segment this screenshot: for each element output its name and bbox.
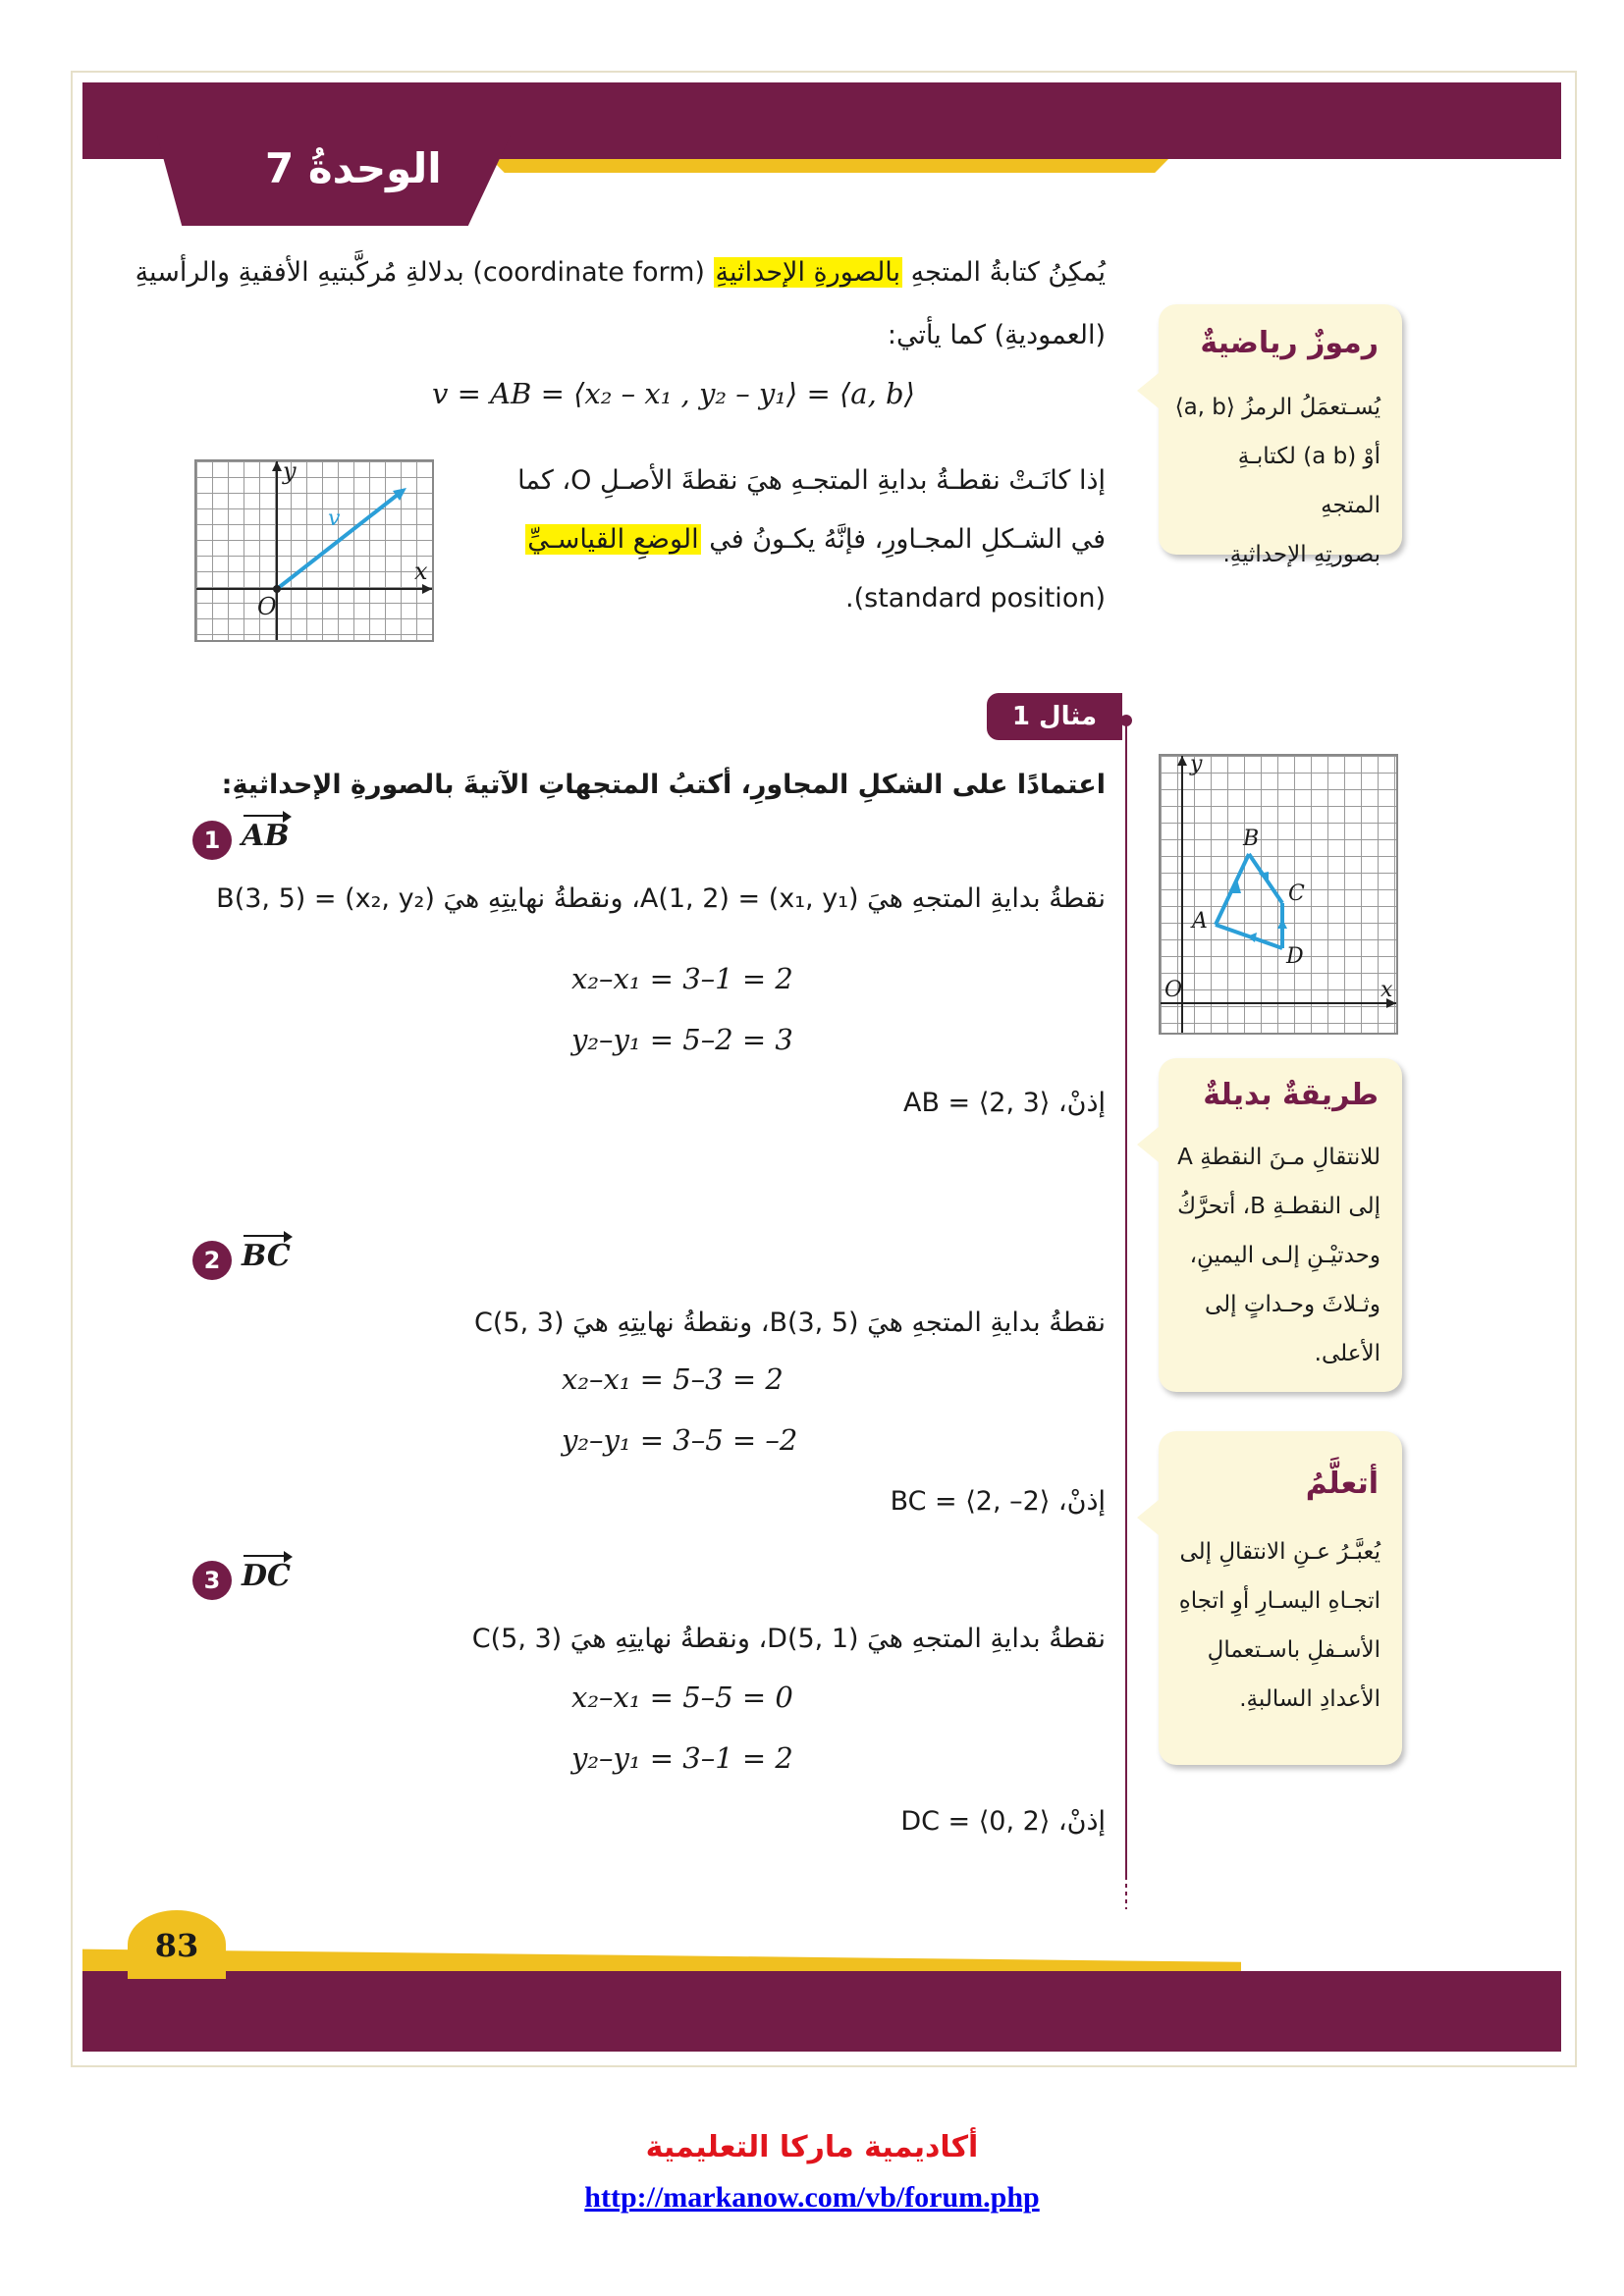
alternative-method-text	[1174, 1133, 1380, 1378]
standard-position-graph	[194, 459, 434, 642]
unit-title: الوحدةُ 7	[265, 144, 442, 192]
alt-line-1: للانتقالِ مـنَ النقطةِ A	[1177, 1145, 1380, 1170]
graph2-origin-label: O	[1164, 978, 1183, 1002]
graph1-svg	[196, 461, 432, 640]
footer-bar	[82, 1971, 1561, 2052]
learn-line-2: اتجـاهِ اليسـارِ أوِ اتجاهِ	[1178, 1588, 1380, 1614]
highlight-standard-position: الوضعِ القياسـيِّ	[527, 524, 699, 555]
forum-link[interactable]: http://markanow.com/vb/forum.php	[584, 2181, 1040, 2214]
intro-text-b: (coordinate form) بدلالةِ مُركَّبتيهِ الأفقيةِ والرأسيةِ	[135, 257, 714, 288]
header-accent-line	[491, 159, 1168, 173]
graph2-svg	[1161, 756, 1396, 1033]
alternative-method-box	[1159, 1058, 1402, 1392]
intro-line-1	[135, 253, 1106, 293]
intro-text-a: يُمكِنُ كتابةُ المتجهِ	[902, 257, 1106, 288]
part-3-number: 3	[192, 1561, 232, 1600]
part-2-calc-y: y₂–y₁ = 3–5 = –2	[562, 1423, 798, 1457]
alt-line-2: إلى النقطـةِ B، أتحرَّكُ	[1177, 1194, 1380, 1219]
std-text: في الشـكلِ المجـاورِ، فإنَّهُ يكـونُ في	[700, 524, 1106, 555]
graph1-v-label: v	[328, 507, 341, 531]
part-2-calc-x: x₂–x₁ = 5–3 = 2	[562, 1362, 784, 1396]
vector-formula: v = AB = ⟨x₂ – x₁ , y₂ – y₁⟩ = ⟨a, b⟩	[432, 377, 915, 410]
learn-text	[1174, 1527, 1380, 1724]
graph1-x-label: x	[414, 558, 428, 585]
part-1-label	[242, 819, 290, 853]
part-1-calc-x: x₂–x₁ = 3–1 = 2	[571, 962, 793, 995]
math-symbols-line-2: أوْ (a b) لكتابـةِ المتجهِ	[1237, 444, 1380, 518]
intro-line-2: (العموديةِ) كما يأتي:	[887, 320, 1106, 350]
graph1-origin-label: O	[257, 593, 277, 620]
math-symbols-line-1: يُسـتعمَلُ الرمزُ ⟨a, b⟩	[1174, 395, 1380, 420]
part-3-result: إذنْ، DC = ⟨0, 2⟩	[900, 1806, 1106, 1837]
example-divider-line	[1125, 721, 1127, 1880]
part-2-label	[242, 1239, 291, 1273]
learn-line-3: الأسـفلِ باسـتعمالِ	[1207, 1637, 1380, 1663]
point-d-label: D	[1286, 944, 1304, 969]
math-symbols-title: رموزٌ رياضيةٌ	[1200, 326, 1379, 360]
math-symbols-box	[1159, 304, 1402, 567]
part-2-number: 2	[192, 1241, 232, 1280]
std-line-2	[525, 520, 1106, 560]
graph1-y-label: y	[283, 457, 297, 485]
part-1-vector: AB	[242, 819, 290, 853]
academy-name: أكاديمية ماركا التعليمية	[645, 2130, 979, 2164]
std-line-1: إذا كانَـتْ نقطـةُ بدايةِ المتجـهِ هيَ نقطةَ الأصـلِ O، كما	[517, 465, 1106, 496]
math-symbols-text	[1174, 383, 1380, 579]
part-1-result: إذنْ، AB = ⟨2, 3⟩	[902, 1088, 1106, 1118]
point-c-label: C	[1288, 881, 1305, 906]
part-1-line: نقطةُ بدايةِ المتجهِ هيَ A(1, 2) = (x₁, y₁)، ونقطةُ نهايتِهِ هيَ B(3, 5) = (x₂, y₂)	[216, 883, 1106, 914]
part-3-calc-x: x₂–x₁ = 5–5 = 0	[571, 1681, 793, 1714]
alt-line-5: الأعلى.	[1314, 1341, 1380, 1366]
alt-line-4: وثـلاثَ وحـداتٍ إلى	[1205, 1292, 1380, 1317]
part-3-calc-y: y₂–y₁ = 3–1 = 2	[571, 1741, 793, 1775]
alternative-method-title: طريقةٌ بديلةٌ	[1203, 1078, 1379, 1112]
example-divider-dashes	[1125, 1860, 1127, 1909]
point-a-label: A	[1192, 909, 1208, 934]
part-2-vector: BC	[242, 1239, 291, 1273]
alt-line-3: وحدتيْـنِ إلـى اليمينِ،	[1189, 1243, 1380, 1268]
vector-v	[277, 491, 403, 589]
learn-line-1: يُعبَّـرُ عـنِ الانتقالِ إلى	[1179, 1539, 1380, 1565]
learn-line-4: الأعدادِ السالبةِ.	[1239, 1686, 1380, 1712]
part-3-vector: DC	[242, 1559, 291, 1593]
vector-ab	[1216, 854, 1249, 925]
part-3-label	[242, 1559, 291, 1593]
example-tag: مثال 1	[987, 693, 1122, 740]
std-line-3: (standard position).	[845, 583, 1106, 614]
part-2-line: نقطةُ بدايةِ المتجهِ هيَ B(3, 5)، ونقطةُ نهايتِهِ هيَ C(5, 3)	[474, 1308, 1106, 1338]
example-prompt: اعتمادًا على الشكلِ المجاورِ، أكتبُ المتجهاتِ الآتيةَ بالصورةِ الإحداثيةِ:	[221, 770, 1106, 800]
origin-point	[273, 585, 281, 593]
math-symbols-line-3: بصورتِهِ الإحداثيةِ.	[1222, 542, 1380, 567]
example-graph	[1159, 754, 1398, 1035]
graph2-x-label: x	[1380, 978, 1393, 1002]
graph2-y-label: y	[1190, 752, 1203, 776]
page-number: 83	[128, 1910, 226, 1979]
highlight-coordinate-form: بالصورةِ الإحداثيةِ	[715, 257, 901, 288]
part-1-number: 1	[192, 821, 232, 860]
part-3-line: نقطةُ بدايةِ المتجهِ هيَ D(5, 1)، ونقطةُ نهايتِهِ هيَ C(5, 3)	[471, 1624, 1106, 1654]
learn-title: أتعلَّمُ	[1305, 1467, 1379, 1501]
learn-box	[1159, 1431, 1402, 1765]
point-b-label: B	[1243, 827, 1260, 851]
part-1-calc-y: y₂–y₁ = 5–2 = 3	[571, 1023, 793, 1056]
part-2-result: إذنْ، BC = ⟨2, –2⟩	[890, 1486, 1106, 1517]
